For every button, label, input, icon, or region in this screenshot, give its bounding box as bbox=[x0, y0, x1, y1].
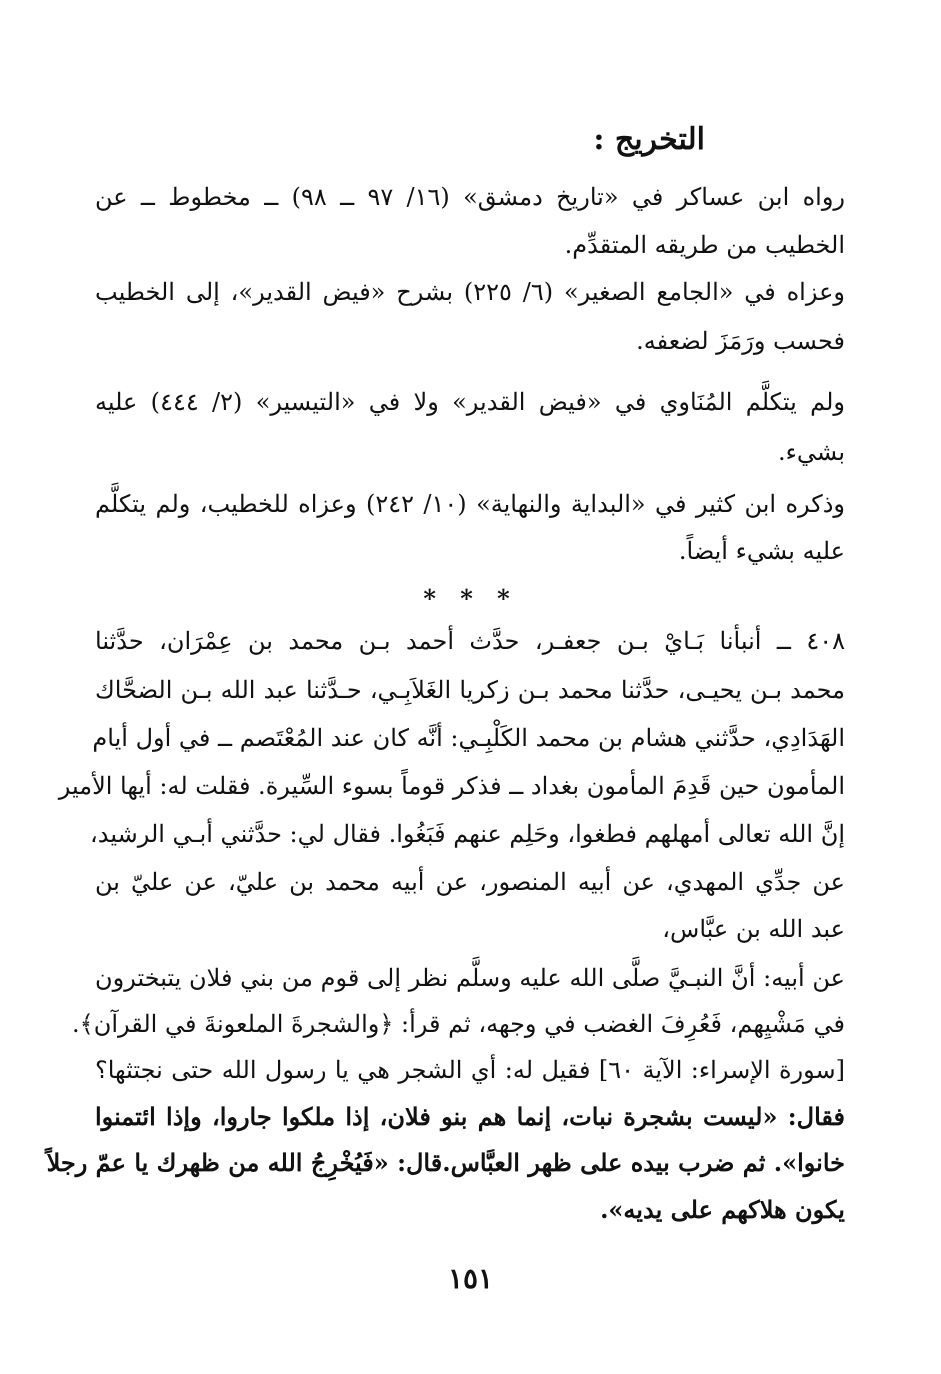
text-line: عليه بشيء أيضاً. bbox=[678, 537, 845, 565]
text-line: يكون هلاكهم على يديه». bbox=[600, 1195, 845, 1224]
text-line: محمد بـن يحيـى، حدَّثنا محمد بـن زكريا الغَلاَبِـي، حـدَّثنا عبد الله بـن الضحَّاك bbox=[95, 676, 845, 704]
text-line: رواه ابن عساكر في «تاريخ دمشق» (١٦/ ٩٧ ــ ٩٨) ــ مخطوط ــ عن bbox=[95, 183, 845, 211]
text-line: عن أبيه: أنَّ النبـيَّ صلَّى الله عليه وسلَّم نظر إلى قوم من بني فلان يتبخترون bbox=[95, 964, 845, 992]
section-heading: التخريج : bbox=[593, 122, 705, 157]
section-separator: * * * bbox=[423, 584, 518, 613]
text-line: إنَّ الله تعالى أمهلهم فطغوا، وحَلِم عنهم فَبَغُوا. فقال لي: حدَّثني أبـي الرشيد، bbox=[90, 820, 845, 848]
text-line: فقال: «ليست بشجرة نبات، إنما هم بنو فلان، إذا ملكوا جاروا، وإذا ائتمنوا bbox=[95, 1102, 845, 1131]
text-line: بشيء. bbox=[777, 438, 845, 466]
text-line: عن جدِّي المهدي، عن أبيه المنصور، عن أبيه محمد بن عليّ، عن عليّ بن bbox=[95, 868, 845, 896]
page-number: ١٥١ bbox=[447, 1262, 494, 1295]
text-line: المأمون حين قَدِمَ المأمون بغداد ــ فذكر قوماً بسوء السِّيرة. فقلت له: أيها الأمير bbox=[58, 772, 845, 800]
text-line: فحسب ورَمَزَ لضعفه. bbox=[636, 327, 845, 355]
text-line: خانوا». ثم ضرب بيده على ظهر العبَّاس.قال: «فَيُخْرِجُ الله من ظهرك يا عمّ رجلاً bbox=[46, 1148, 845, 1177]
text-line: ٤٠٨ ــ أنبأنا بَـايْ بـن جعفـر، حدَّث أحمد بـن محمد بن عِمْرَان، حدَّثنا bbox=[95, 627, 845, 655]
text-line: وعزاه في «الجامع الصغير» (٦/ ٢٢٥) بشرح «فيض القدير»، إلى الخطيب bbox=[95, 278, 846, 306]
text-line: وذكره ابن كثير في «البداية والنهاية» (١٠/ ٢٤٢) وعزاه للخطيب، ولم يتكلَّم bbox=[95, 490, 845, 518]
text-line: الهَدَادِي، حدَّثني هشام بن محمد الكَلْبِـي: أنَّه كان عند المُعْتَصم ــ في أول أيام bbox=[92, 724, 845, 752]
text-line: [سورة الإسراء: الآية ٦٠] فقيل له: أي الشجر هي يا رسول الله حتى نجتثها؟ bbox=[95, 1056, 846, 1084]
text-line: ولم يتكلَّم المُنَاوي في «فيض القدير» ولا في «التيسير» (٢/ ٤٤٤) عليه bbox=[95, 388, 846, 416]
text-line: في مَشْيِهم، فَعُرِفَ الغضب في وجهه، ثم قرأ: ﴿والشجرةَ الملعونةَ في القرآن﴾. bbox=[72, 1010, 845, 1038]
text-line: عبد الله بن عبَّاس، bbox=[662, 915, 845, 943]
text-line: الخطيب من طريقه المتقدِّم. bbox=[564, 231, 845, 259]
